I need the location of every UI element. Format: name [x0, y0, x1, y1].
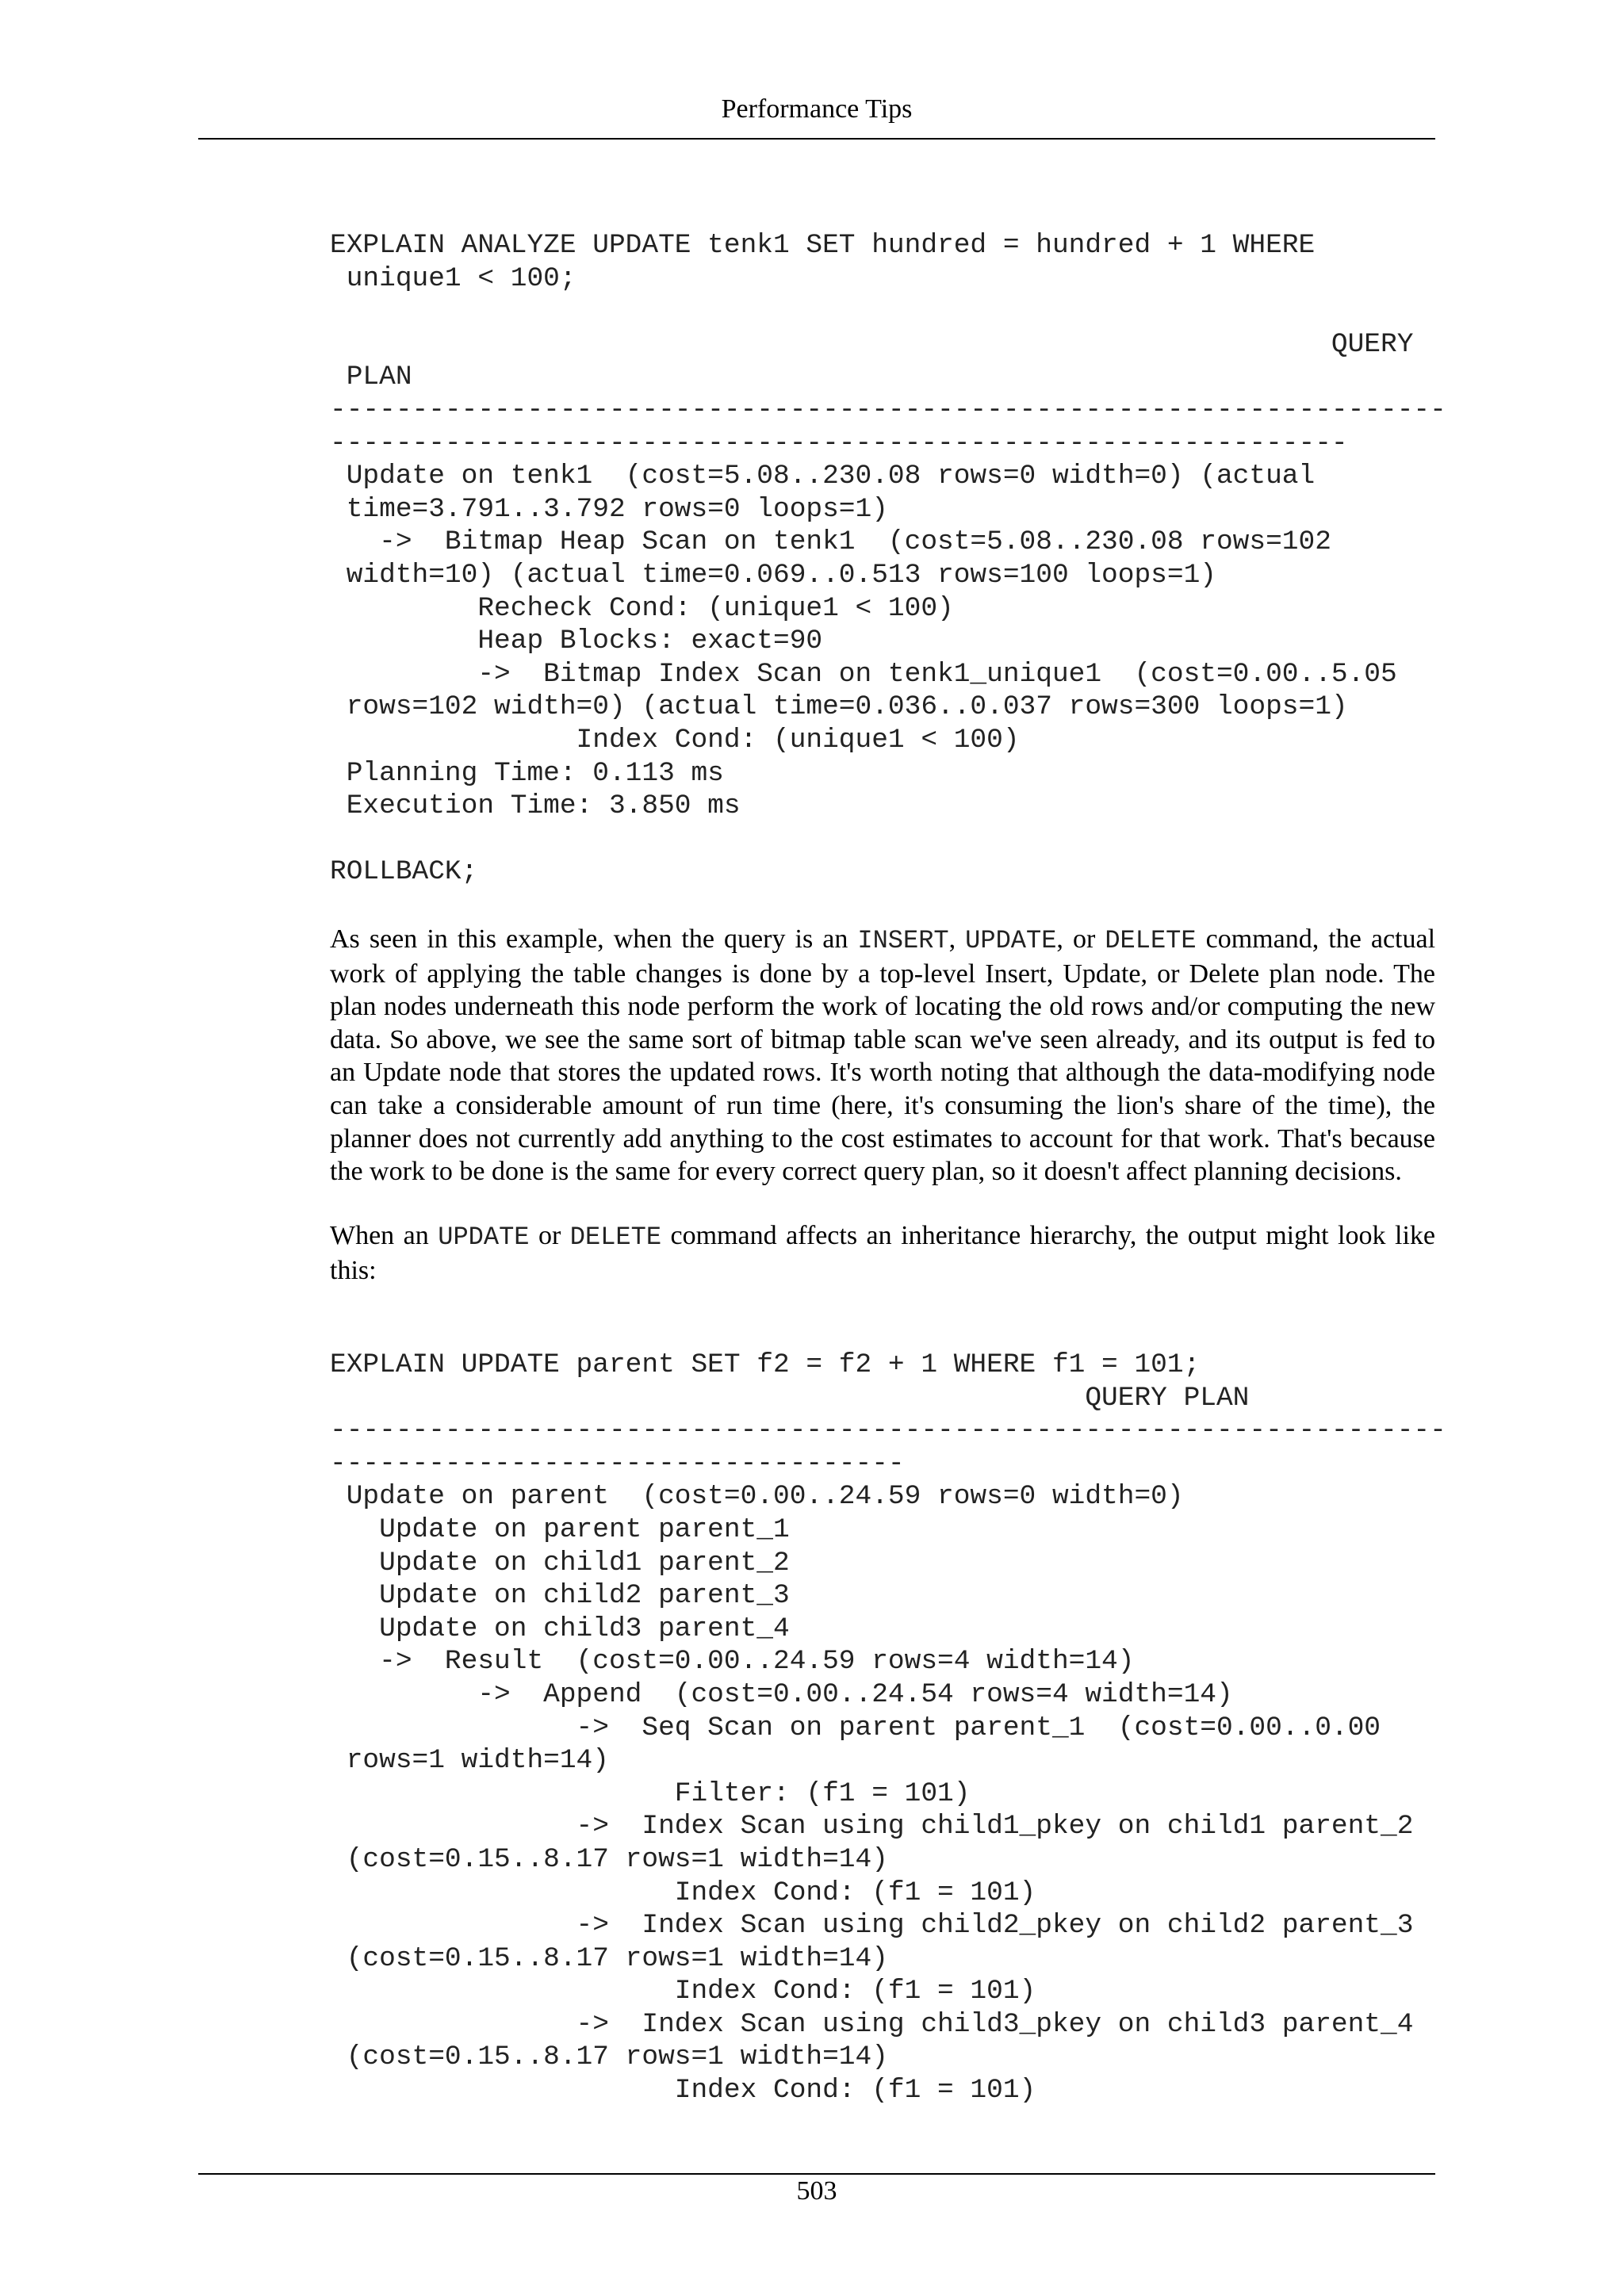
inline-code-update: UPDATE — [965, 926, 1057, 955]
inline-code-update: UPDATE — [438, 1223, 530, 1252]
footer-rule — [198, 2173, 1435, 2175]
explanation-paragraph — [330, 923, 1435, 1188]
paragraph-text: , or — [1056, 924, 1105, 954]
paragraph-text: command, the actual work of applying the table changes is done by a top-level Insert, Update, or Delete plan node. The plan nodes underneath this node perform the work of locating the old rows and/or computing the new data. So above, we see the same sort of bitmap table scan we've seen already, and its output is fed to an Update node that stores the updated rows. It's worth noting that although the data-modifying node can take a considerable amount of run time (here, it's consuming the lion's share of the time), the planner does not currently add anything to the cost estimates to account for that work. That's because the work to be done is the same for every correct query plan, so it doesn't affect planning decisions. — [330, 924, 1436, 1187]
page-header-title: Performance Tips — [721, 94, 913, 124]
page-number: 503 — [796, 2176, 837, 2206]
inline-code-delete: DELETE — [569, 1223, 662, 1252]
paragraph-text: command affects an inheritance hierarchy, the output might look like this: — [330, 1221, 1435, 1285]
paragraph-text: As seen in this example, when the query is an — [330, 924, 858, 954]
paragraph-text: or — [529, 1221, 570, 1250]
header-rule — [198, 138, 1435, 140]
explain-update-code-block: EXPLAIN UPDATE parent SET f2 = f2 + 1 WHERE f1 = 101; QUERY PLAN -------------------------------------------------------------------- ----------------------------------- Update on parent (cost=0.00..24.59 rows=0 width=0) Update on parent parent_1 Update on child1 parent_2 Update on child2 parent_3 Update on child3 parent_4 -> Result (cost=0.00..24.59 rows=4 width=14) -> Append (cost=0.00..24.54 rows=4 width=14) -> Seq Scan on parent parent_1 (cost=0.00..0.00 rows=1 width=14) Filter: (f1 = 101) -> Index Scan using child1_pkey on child1 parent_2 (cost=0.15..8.17 rows=1 width=14) Index Cond: (f1 = 101) -> Index Scan using child2_pkey on child2 parent_3 (cost=0.15..8.17 rows=1 width=14) Index Cond: (f1 = 101) -> Index Scan using child3_pkey on child3 parent_4 (cost=0.15..8.17 rows=1 width=14) Index Cond: (f1 = 101) — [330, 1349, 1446, 2107]
inline-code-delete: DELETE — [1105, 926, 1197, 955]
paragraph-text: , — [948, 924, 966, 954]
explain-analyze-code-block: EXPLAIN ANALYZE UPDATE tenk1 SET hundred = hundred + 1 WHERE unique1 < 100; QUERY PLAN -------------------------------------------------------------------- -------------------------------------------------------------- Update on tenk1 (cost=5.08..230.08 rows=0 width=0) (actual time=3.791..3.792 rows=0 loops=1) -> Bitmap Heap Scan on tenk1 (cost=5.08..230.08 rows=102 width=10) (actual time=0.069..0.513 rows=100 loops=1) Recheck Cond: (unique1 < 100) Heap Blocks: exact=90 -> Bitmap Index Scan on tenk1_unique1 (cost=0.00..5.05 rows=102 width=0) (actual time=0.036..0.037 rows=300 loops=1) Index Cond: (unique1 < 100) Planning Time: 0.113 ms Execution Time: 3.850 ms ROLLBACK; — [330, 230, 1446, 888]
paragraph-text: When an — [330, 1221, 439, 1250]
inline-code-insert: INSERT — [857, 926, 949, 955]
inheritance-paragraph — [330, 1219, 1435, 1287]
